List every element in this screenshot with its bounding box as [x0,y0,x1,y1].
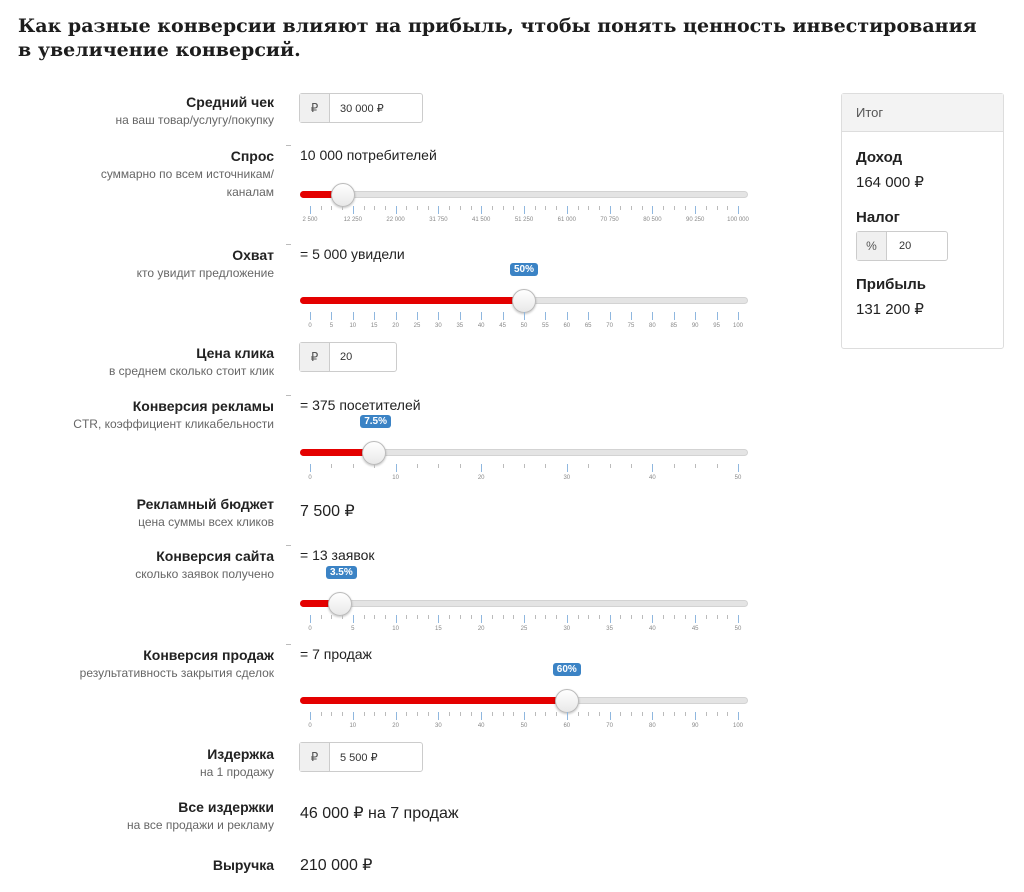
avg-check-input[interactable]: ₽ 30 000 ₽ [299,93,423,123]
slider-scale [302,206,749,223]
slider-tick [567,615,568,623]
slider-tick-label: 100 [732,323,744,329]
slider-tick-label: 0 [308,723,312,729]
slider-tick [567,206,568,214]
slider-tick [503,312,504,320]
slider-minor-tick [706,206,707,210]
ad-conversion-label: Конверсия рекламы CTR, коэффициент кликабельности [73,398,274,431]
slider-tick [481,712,482,720]
slider-tick-label: 5 [351,626,355,632]
slider-minor-tick [417,464,418,468]
slider-minor-tick [342,615,343,619]
slider-tick-label: 90 [691,723,699,729]
summary-header: Итог [842,94,1003,132]
revenue-value: 210 000 ₽ [300,857,373,874]
slider-tick [353,312,354,320]
slider-minor-tick [620,712,621,716]
slider-minor-tick [599,712,600,716]
slider-minor-tick [471,615,472,619]
slider-tick-label: 60 [563,323,571,329]
slider-minor-tick [438,464,439,468]
slider-tick [481,615,482,623]
slider-minor-tick [353,464,354,468]
slider-minor-tick [588,206,589,210]
slider-tick-label: 31 750 [429,217,448,223]
slider-tick [396,464,397,472]
slider-tick-label: 80 [649,323,656,329]
slider-tick [524,206,525,214]
slider-tick-label: 55 [542,323,549,329]
slider-tick [674,312,675,320]
revenue-label: Выручка [212,857,274,873]
slider-minor-tick [524,464,525,468]
ruble-icon: ₽ [300,343,330,371]
slider-tick-label: 20 [477,626,485,632]
percent-icon: % [857,232,887,260]
slider-tick [652,206,653,214]
demand-result: 10 000 потребителей [300,147,437,163]
page-title: Как разные конверсии влияют на прибыль, чтобы понять ценность инвестирования в увеличение конверсий. [18,15,977,61]
slider-tick-label: 50 [734,475,742,481]
slider-tick-label: 15 [435,626,442,632]
slider-minor-tick [727,206,728,210]
slider-tick-label: 25 [413,323,421,329]
slider-tick [610,615,611,623]
slider-tick-label: 10 [392,626,399,632]
slider-minor-tick [674,206,675,210]
slider-tick [438,615,439,623]
slider-minor-tick [321,615,322,619]
avg-check-label: Средний чек на ваш товар/услугу/покупку [115,94,274,127]
slider-tick [396,206,397,214]
slider-minor-tick [545,464,546,468]
slider-minor-tick [460,206,461,210]
slider-tick-label: 50 [520,723,528,729]
slider-minor-tick [695,464,696,468]
slider-minor-tick [717,206,718,210]
slider-minor-tick [406,712,407,716]
slider-value-bubble: 3.5% [326,566,357,579]
slider-minor-tick [717,464,718,468]
slider-minor-tick [513,206,514,210]
slider-minor-tick [556,712,557,716]
slider-tick [417,312,418,320]
ad-conversion-slider[interactable] [300,416,748,481]
slider-minor-tick [588,464,589,468]
slider-fill [300,297,524,304]
slider-tick-label: 20 [392,323,399,329]
slider-minor-tick [492,615,493,619]
cost-input[interactable]: ₽ 5 500 ₽ [299,742,423,772]
slider-minor-tick [631,712,632,716]
slider-tick-label: 70 750 [600,217,619,223]
slider-minor-tick [706,712,707,716]
slider-tick [738,615,739,623]
slider-tick [567,464,568,472]
slider-minor-tick [545,206,546,210]
slider-minor-tick [556,615,557,619]
slider-minor-tick [588,712,589,716]
budget-value: 7 500 ₽ [300,503,355,520]
slider-minor-tick [417,615,418,619]
slider-tick-label: 90 250 [686,217,705,223]
reach-result: = 5 000 увидели [300,246,405,262]
slider-tick-label: 65 [584,323,592,329]
site-conversion-label: Конверсия сайта сколько заявок получено [135,548,274,581]
cpc-label: Цена клика в среднем сколько стоит клик [108,345,274,378]
profit-value: 131 200 ₽ [856,301,924,318]
slider-tick [567,312,568,320]
slider-minor-tick [706,615,707,619]
slider-tick-label: 80 [649,723,656,729]
slider-tick [310,615,311,623]
slider-minor-tick [663,712,664,716]
reach-label: Охват кто увидит предложение [136,247,274,280]
all-costs-label: Все издержки на все продажи и рекламу [126,799,274,832]
slider-minor-tick [503,615,504,619]
slider-tick-label: 95 [713,323,720,329]
slider-minor-tick [717,712,718,716]
slider-handle[interactable] [328,592,352,616]
slider-tick [738,464,739,472]
slider-minor-tick [364,206,365,210]
slider-minor-tick [342,206,343,210]
slider-scale [308,712,744,729]
tax-label: Налог [856,209,900,226]
slider-tick-label: 100 [732,723,744,729]
slider-minor-tick [685,206,686,210]
slider-tick [652,312,653,320]
summary-panel [841,93,1004,349]
slider-minor-tick [663,615,664,619]
slider-minor-tick [535,206,536,210]
slider-tick-label: 25 [520,626,528,632]
tax-input[interactable]: % 20 [856,231,948,261]
slider-scale [308,464,742,481]
slider-tick [481,312,482,320]
slider-tick-label: 41 500 [472,217,491,223]
slider-minor-tick [460,464,461,468]
slider-minor-tick [674,712,675,716]
slider-handle[interactable] [512,289,536,313]
slider-tick-label: 61 000 [557,217,576,223]
slider-tick-label: 40 [649,626,656,632]
site-conversion-slider[interactable] [300,567,748,632]
slider-minor-tick [513,712,514,716]
slider-tick [652,464,653,472]
slider-minor-tick [449,712,450,716]
slider-tick-label: 0 [308,323,312,329]
sales-conversion-slider[interactable] [300,664,748,729]
slider-scale [308,615,742,632]
slider-tick [481,464,482,472]
slider-minor-tick [642,206,643,210]
slider-tick-label: 50 [734,626,742,632]
slider-minor-tick [663,206,664,210]
slider-minor-tick [588,615,589,619]
slider-tick [374,312,375,320]
slider-tick [652,615,653,623]
slider-tick [738,312,739,320]
slider-minor-tick [471,206,472,210]
slider-tick-label: 30 [563,475,571,481]
profit-label: Прибыль [856,276,926,293]
slider-minor-tick [535,615,536,619]
slider-tick [396,312,397,320]
slider-minor-tick [331,615,332,619]
slider-tick [631,312,632,320]
all-costs-value: 46 000 ₽ на 7 продаж [300,805,459,822]
slider-tick-label: 35 [606,626,613,632]
slider-minor-tick [685,615,686,619]
slider-minor-tick [385,712,386,716]
slider-tick [567,712,568,720]
sales-conversion-label: Конверсия продаж результативность закрытия сделок [79,647,274,680]
slider-tick-label: 30 [563,626,571,632]
slider-tick [353,712,354,720]
slider-tick-label: 15 [370,323,378,329]
slider-tick [695,615,696,623]
slider-tick-label: 51 250 [514,217,534,223]
slider-tick [610,712,611,720]
slider-minor-tick [503,464,504,468]
slider-tick [396,615,397,623]
slider-minor-tick [578,615,579,619]
slider-tick-label: 70 [606,323,613,329]
slider-tick-label: 70 [606,723,613,729]
slider-tick [438,312,439,320]
slider-minor-tick [374,615,375,619]
slider-minor-tick [428,206,429,210]
slider-value-bubble: 60% [553,663,581,676]
slider-tick [717,312,718,320]
slider-minor-tick [331,206,332,210]
slider-minor-tick [449,615,450,619]
slider-scale [308,312,744,329]
slider-minor-tick [342,712,343,716]
slider-tick [738,712,739,720]
slider-minor-tick [599,615,600,619]
slider-tick [310,712,311,720]
slider-minor-tick [385,615,386,619]
slider-tick [695,206,696,214]
slider-minor-tick [460,712,461,716]
slider-tick-label: 22 000 [386,217,405,223]
ruble-icon: ₽ [300,743,330,771]
slider-tick [524,312,525,320]
ad-conversion-result: = 375 посетителей [300,397,421,413]
slider-minor-tick [620,615,621,619]
income-label: Доход [856,149,903,166]
slider-minor-tick [545,712,546,716]
slider-tick-label: 20 [392,723,399,729]
slider-tick [438,712,439,720]
slider-minor-tick [428,712,429,716]
slider-minor-tick [631,206,632,210]
slider-minor-tick [321,206,322,210]
slider-tick-label: 10 [349,323,357,329]
slider-tick-label: 30 [435,723,442,729]
slider-minor-tick [471,712,472,716]
ruble-icon: ₽ [300,94,330,122]
slider-tick-label: 80 500 [643,217,662,223]
slider-minor-tick [428,615,429,619]
slider-minor-tick [449,206,450,210]
slider-tick [610,312,611,320]
slider-handle[interactable] [555,689,579,713]
income-value: 164 000 ₽ [856,174,924,191]
slider-minor-tick [717,615,718,619]
demand-slider[interactable] [300,181,748,221]
slider-rail[interactable] [300,191,748,198]
slider-tick-label: 0 [308,626,312,632]
slider-handle[interactable] [362,441,386,465]
slider-minor-tick [492,206,493,210]
slider-minor-tick [599,206,600,210]
slider-tick [353,206,354,214]
slider-tick [331,312,332,320]
slider-minor-tick [364,712,365,716]
slider-minor-tick [578,206,579,210]
slider-minor-tick [503,712,504,716]
slider-tick-label: 35 [456,323,464,329]
slider-tick-label: 30 [435,323,442,329]
slider-tick-label: 45 [691,626,699,632]
slider-minor-tick [331,712,332,716]
slider-minor-tick [535,712,536,716]
slider-handle[interactable] [331,183,355,207]
slider-tick [524,712,525,720]
slider-tick [588,312,589,320]
slider-tick-label: 40 [477,323,485,329]
slider-tick [481,206,482,214]
slider-minor-tick [685,712,686,716]
slider-tick-label: 5 [329,323,334,329]
slider-minor-tick [674,464,675,468]
slider-minor-tick [492,712,493,716]
slider-tick [545,312,546,320]
slider-tick-label: 40 [649,475,656,481]
cpc-input[interactable]: ₽ 20 [299,342,397,372]
slider-minor-tick [385,206,386,210]
slider-tick-label: 20 [477,475,485,481]
slider-tick-label: 2 500 [302,217,318,223]
reach-slider[interactable] [300,264,748,329]
slider-minor-tick [406,206,407,210]
slider-minor-tick [610,464,611,468]
slider-value-bubble: 7.5% [360,415,391,428]
slider-minor-tick [556,206,557,210]
slider-minor-tick [503,206,504,210]
slider-tick-label: 100 000 [727,217,749,223]
slider-minor-tick [406,615,407,619]
slider-tick-label: 0 [308,475,312,481]
slider-tick [438,206,439,214]
slider-minor-tick [631,615,632,619]
slider-rail[interactable] [300,600,748,607]
slider-tick-label: 10 [392,475,399,481]
slider-minor-tick [727,712,728,716]
slider-tick [460,312,461,320]
demand-label: Спрос суммарно по всем источникам/ каналам [100,148,274,199]
slider-tick [652,712,653,720]
slider-minor-tick [642,615,643,619]
slider-minor-tick [417,712,418,716]
slider-tick [396,712,397,720]
slider-minor-tick [578,712,579,716]
slider-tick-label: 60 [563,723,571,729]
slider-tick [610,206,611,214]
slider-minor-tick [417,206,418,210]
slider-tick-label: 85 [670,323,678,329]
slider-tick-label: 12 250 [343,217,362,223]
slider-tick-label: 90 [691,323,699,329]
slider-minor-tick [331,464,332,468]
slider-minor-tick [642,712,643,716]
slider-minor-tick [364,615,365,619]
slider-tick-label: 40 [477,723,485,729]
slider-tick-label: 50 [520,323,528,329]
slider-minor-tick [545,615,546,619]
slider-minor-tick [374,206,375,210]
slider-minor-tick [620,206,621,210]
slider-tick [524,615,525,623]
slider-tick [738,206,739,214]
slider-tick [353,615,354,623]
slider-tick-label: 10 [349,723,357,729]
slider-minor-tick [631,464,632,468]
slider-minor-tick [321,712,322,716]
slider-minor-tick [374,464,375,468]
slider-minor-tick [727,615,728,619]
slider-tick-label: 45 [499,323,506,329]
slider-tick [695,712,696,720]
slider-tick [310,464,311,472]
cost-label: Издержка на 1 продажу [199,746,274,779]
slider-fill [300,697,567,704]
site-conversion-result: = 13 заявок [300,547,375,563]
slider-minor-tick [460,615,461,619]
budget-label: Рекламный бюджет цена суммы всех кликов [136,496,274,529]
slider-minor-tick [513,615,514,619]
slider-tick-label: 75 [627,323,635,329]
slider-tick [695,312,696,320]
sales-conversion-result: = 7 продаж [300,646,372,662]
slider-minor-tick [674,615,675,619]
slider-value-bubble: 50% [510,263,538,276]
slider-tick [310,312,311,320]
slider-minor-tick [374,712,375,716]
slider-tick [310,206,311,214]
